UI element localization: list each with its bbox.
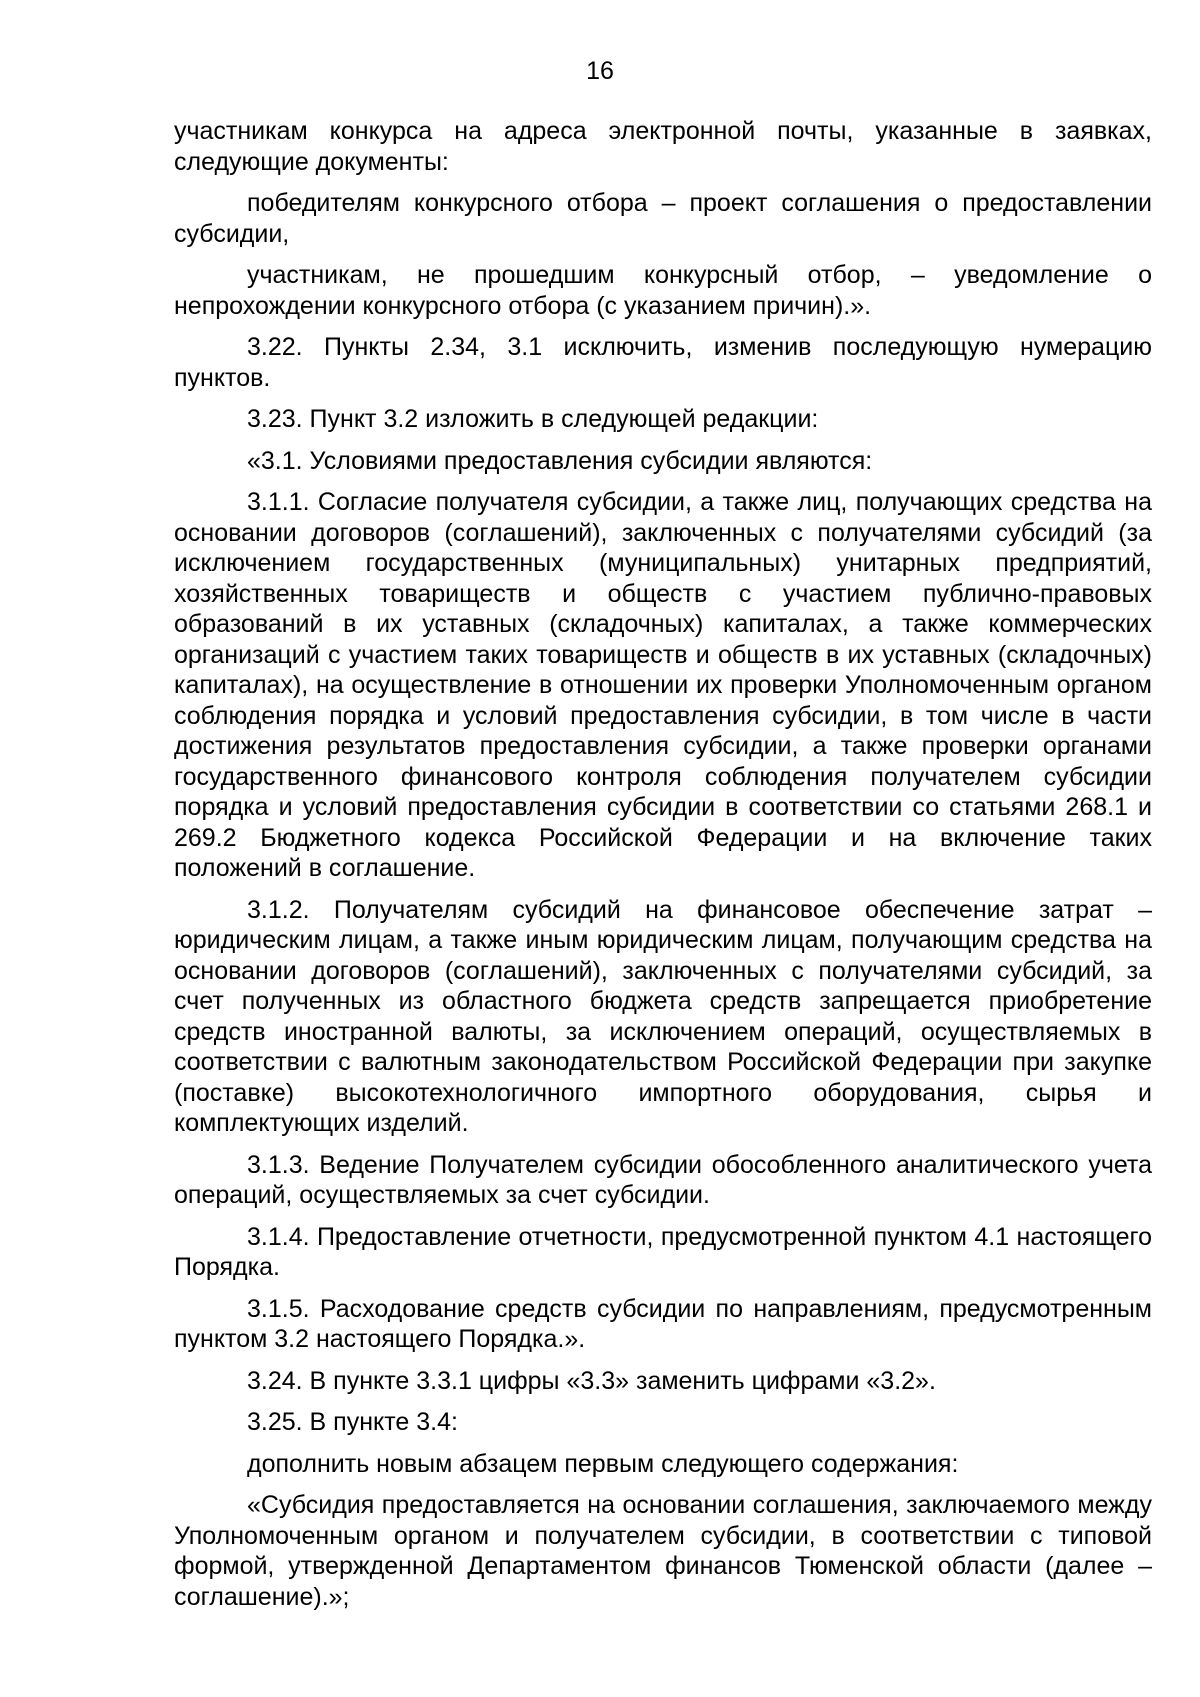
paragraph-3-1-1: 3.1.1. Согласие получателя субсидии, а также лиц, получающих средства на основании договоров (соглашений), заключенных с получателями субсидий (за исключением государственных (муниципальных) унитарных предприятий, хозяйственных товариществ и обществ с участием публично-правовых образований в их уставных (складочных) капиталах, а также коммерческих организаций с участием таких товариществ и обществ в их уставных (складочных) капиталах), на осуществление в отношении их проверки Уполномоченным органом соблюдения порядка и условий предоставления субсидии, в том числе в части достижения результатов предоставления субсидии, а также проверки органами государственного финансового контроля соблюдения получателем субсидии порядка и условий предоставления субсидии в соответствии со статьями 268.1 и 269.2 Бюджетного кодекса Российской Федерации и на включение таких положений в соглашение.: [174, 488, 1152, 882]
paragraph-winners: победителям конкурсного отбора – проект соглашения о предоставлении субсидии,: [174, 189, 1152, 248]
paragraph-3-24: 3.24. В пункте 3.3.1 цифры «3.3» заменить цифрами «3.2».: [247, 1366, 936, 1395]
paragraph-participants: участникам, не прошедшим конкурсный отбор, – уведомление о непрохождении конкурсного отбора (с указанием причин).».: [174, 261, 1152, 320]
paragraph-3-1-5: 3.1.5. Расходование средств субсидии по направлениям, предусмотренным пунктом 3.2 настоящего Порядка.».: [174, 1294, 1152, 1353]
paragraph-3-1-3: 3.1.3. Ведение Получателем субсидии обособленного аналитического учета операций, осуществляемых за счет субсидии.: [174, 1150, 1152, 1209]
document-body: [174, 116, 1152, 1623]
paragraph-3-1-4: 3.1.4. Предоставление отчетности, предусмотренной пунктом 4.1 настоящего Порядка.: [174, 1222, 1152, 1281]
page-number: 16: [586, 57, 614, 85]
paragraph-subsidy-agreement: «Субсидия предоставляется на основании соглашения, заключаемого между Уполномоченным органом и получателем субсидии, в соответствии с типовой формой, утвержденной Департаментом финансов Тюменской области (далее – соглашение).»;: [174, 1491, 1152, 1611]
paragraph-3-25: 3.25. В пункте 3.4:: [247, 1408, 458, 1436]
paragraph-supplement: дополнить новым абзацем первым следующего содержания:: [247, 1449, 959, 1478]
paragraph-3-1-2: 3.1.2. Получателям субсидий на финансовое обеспечение затрат – юридическим лицам, а также иным юридическим лицам, получающим средства на основании договоров (соглашений), заключенных с получателями субсидий, за счет полученных из областного бюджета средств запрещается приобретение средств иностранной валюты, за исключением операций, осуществляемых в соответствии с валютным законодательством Российской Федерации при закупке (поставке) высокотехнологичного импортного оборудования, сырья и комплектующих изделий.: [174, 895, 1152, 1137]
paragraph-3-23: 3.23. Пункт 3.2 изложить в следующей редакции:: [247, 405, 819, 433]
paragraph-3-22: 3.22. Пункты 2.34, 3.1 исключить, изменив последующую нумерацию пунктов.: [174, 333, 1152, 392]
paragraph-continuation: участникам конкурса на адреса электронной почты, указанные в заявках, следующие документы:: [174, 117, 1152, 176]
paragraph-3-1: «3.1. Условиями предоставления субсидии являются:: [247, 446, 873, 475]
